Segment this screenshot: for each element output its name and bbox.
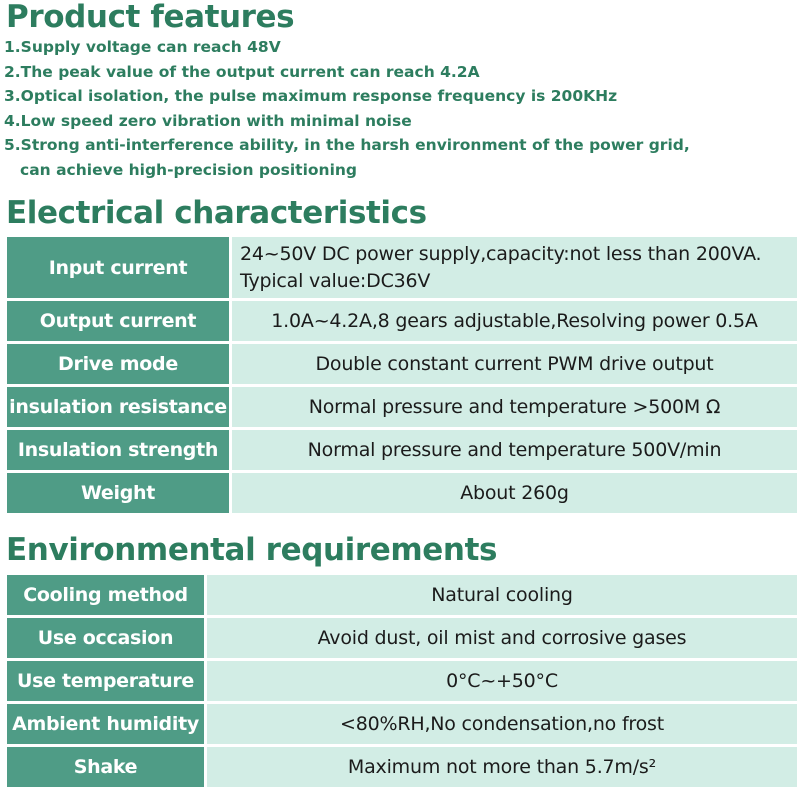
row-value: 0°C~+50°C (207, 661, 797, 701)
feature-item: 3.Optical isolation, the pulse maximum response frequency is 200KHz (4, 87, 618, 105)
table-row (7, 618, 797, 658)
table-row (7, 575, 797, 615)
row-label: Insulation strength (7, 430, 229, 470)
table-row (7, 473, 797, 513)
table-row (7, 237, 797, 298)
product-features-list (0, 35, 800, 182)
table-row (7, 661, 797, 701)
row-label: Use temperature (7, 661, 204, 701)
row-label: Cooling method (7, 575, 204, 615)
environmental-requirements-title: Environmental requirements (6, 532, 498, 568)
product-features-title: Product features (6, 0, 295, 35)
row-label: Drive mode (7, 344, 229, 384)
feature-item-continuation: can achieve high-precision positioning (20, 160, 358, 179)
row-value: Double constant current PWM drive output (232, 344, 797, 384)
feature-item: 4.Low speed zero vibration with minimal noise (4, 111, 412, 130)
row-label: Weight (7, 473, 229, 513)
electrical-characteristics-title: Electrical characteristics (6, 195, 427, 231)
row-value: Normal pressure and temperature 500V/min (232, 430, 797, 470)
row-label: insulation resistance (7, 387, 229, 427)
row-value: 1.0A~4.2A,8 gears adjustable,Resolving power 0.5A (232, 301, 797, 341)
table-row (7, 704, 797, 744)
row-label: Ambient humidity (7, 704, 204, 744)
row-value-line: Typical value:DC36V (240, 269, 431, 292)
feature-item: 2.The peak value of the output current can reach 4.2A (4, 62, 480, 81)
table-row (7, 430, 797, 470)
row-label: Input current (7, 237, 229, 298)
row-value: Maximum not more than 5.7m/s² (207, 747, 797, 787)
table-row (7, 344, 797, 384)
row-label: Use occasion (7, 618, 204, 658)
row-label: Shake (7, 747, 204, 787)
row-value: Normal pressure and temperature >500M Ω (232, 387, 797, 427)
row-value-line: 24~50V DC power supply,capacity:not less than 200VA. (240, 242, 762, 265)
row-value (232, 237, 797, 298)
row-value: About 260g (232, 473, 797, 513)
table-row (7, 387, 797, 427)
table-row (7, 747, 797, 787)
electrical-characteristics-table (4, 234, 800, 516)
row-value: <80%RH,No condensation,no frost (207, 704, 797, 744)
feature-item: 1.Supply voltage can reach 48V (4, 38, 281, 56)
feature-item: 5.Strong anti-interference ability, in the harsh environment of the power grid, (4, 136, 690, 154)
row-value: Natural cooling (207, 575, 797, 615)
environmental-requirements-table (4, 572, 800, 790)
table-row (7, 301, 797, 341)
row-label: Output current (7, 301, 229, 341)
row-value: Avoid dust, oil mist and corrosive gases (207, 618, 797, 658)
